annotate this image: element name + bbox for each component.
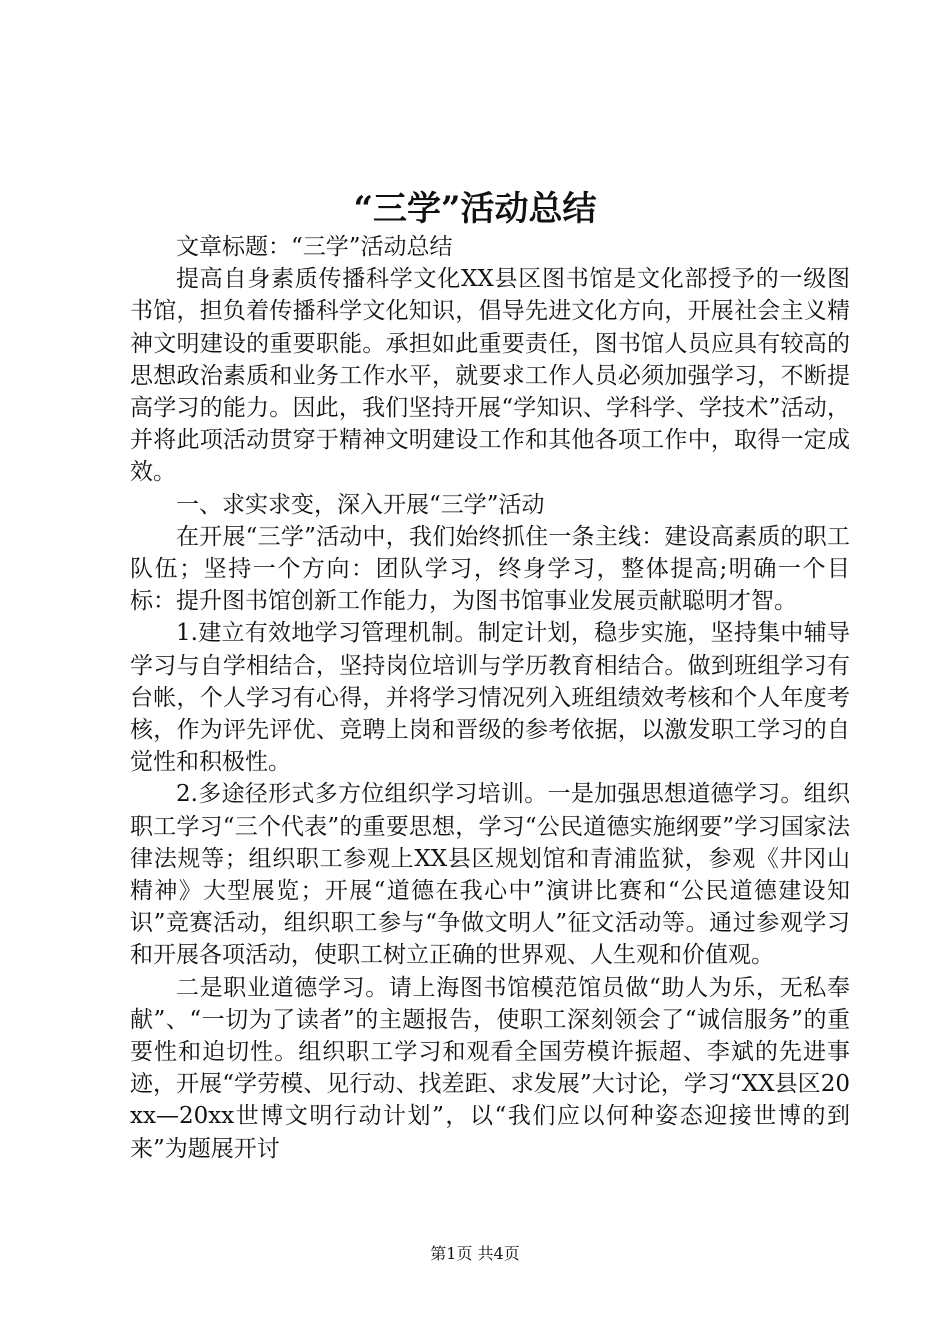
paragraph-intro: 提高自身素质传播科学文化XX县区图书馆是文化部授予的一级图书馆，担负着传播科学文化知识，倡导先进文化方向，开展社会主义精神文明建设的重要职能。承担如此重要责任，图书馆人员应具有较高的思想政治素质和业务工作水平，就要求工作人员必须加强学习，不断提高学习的能力。因此，我们坚持开展“学知识、学科学、学技术”活动，并将此项活动贯穿于精神文明建设工作和其他各项工作中，取得一定成效。	[130, 266, 850, 486]
paragraph-article-heading: 文章标题：“三学”活动总结	[176, 234, 453, 260]
paragraph-section-1: 在开展“三学”活动中，我们始终抓住一条主线：建设高素质的职工队伍；坚持一个方向：团队学习，终身学习，整体提高;明确一个目标：提升图书馆创新工作能力，为图书馆事业发展贡献聪明才智。	[130, 523, 850, 615]
section-heading-1: 一、求实求变，深入开展“三学”活动	[176, 491, 545, 518]
page-number-footer: 第1页 共4页	[430, 1244, 520, 1263]
document-title: “三学”活动总结	[353, 189, 597, 229]
paragraph-item-2: 2.多途径形式多方位组织学习培训。一是加强思想道德学习。组织职工学习“三个代表”的重要思想，学习“公民道德实施纲要”学习国家法律法规等；组织职工参观上XX县区规划馆和青浦监狱，参观《井冈山精神》大型展览；开展“道德在我心中”演讲比赛和“公民道德建设知识”竞赛活动，组织职工参与“争做文明人”征文活动等。通过参观学习和开展各项活动，使职工树立正确的世界观、人生观和价值观。	[130, 781, 850, 969]
document-body	[130, 231, 850, 1165]
paragraph-item-2b: 二是职业道德学习。请上海图书馆模范馆员做“助人为乐，无私奉献”、“一切为了读者”的主题报告，使职工深刻领会了“诚信服务”的重要性和迫切性。组织职工学习和观看全国劳模许振超、李斌的先进事迹，开展“学劳模、见行动、找差距、求发展”大讨论，学习“XX县区20xx—20xx世博文明行动计划”，以“我们应以何种姿态迎接世博的到来”为题展开讨	[130, 974, 850, 1162]
paragraph-item-1: 1.建立有效地学习管理机制。制定计划，稳步实施，坚持集中辅导学习与自学相结合，坚持岗位培训与学历教育相结合。做到班组学习有台帐，个人学习有心得，并将学习情况列入班组绩效考核和个人年度考核，作为评先评优、竞聘上岗和晋级的参考依据，以激发职工学习的自觉性和积极性。	[130, 620, 850, 776]
